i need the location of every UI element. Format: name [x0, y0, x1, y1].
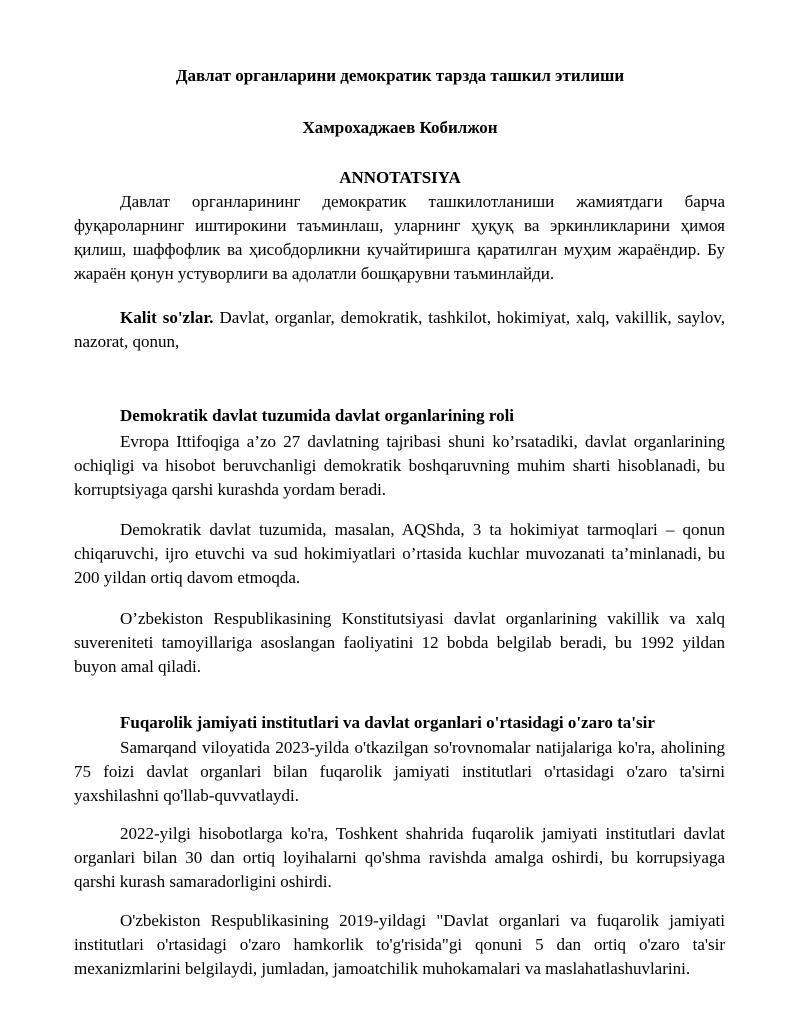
- section-heading-1: Demokratik davlat tuzumida davlat organlarining roli: [120, 406, 515, 425]
- section1-paragraph-2: Demokratik davlat tuzumida, masalan, AQShda, 3 ta hokimiyat tarmoqlari – qonun chiqaruvchi, ijro etuvchi va sud hokimiyatlari o’rtasida kuchlar muvozanati ta’minlanadi, bu 200 yildan ortiq davom etmoqda.: [74, 520, 725, 587]
- section1-paragraph-1: Evropa Ittifoqiga a’zo 27 davlatning tajribasi shuni ko’rsatadiki, davlat organlarining ochiqligi va hisobot beruvchanligi demokratik boshqaruvning muhim sharti hisoblanadi, bu korruptsiyaga qarshi kurashda yordam beradi.: [74, 432, 725, 499]
- keywords-text: Davlat, organlar, demokratik, tashkilot, hokimiyat, xalq, vakillik, saylov, nazorat, qonun,: [74, 308, 725, 351]
- annotation-heading: ANNOTATSIYA: [339, 168, 461, 187]
- section2-paragraph-1: Samarqand viloyatida 2023-yilda o'tkazilgan so'rovnomalar natijalariga ko'ra, aholining 75 foizi davlat organlari bilan fuqarolik jamiyati institutlari o'rtasidagi o'zaro ta'sirni yaxshilashni qo'llab-quvvatlaydi.: [74, 738, 725, 805]
- keywords-paragraph: [74, 306, 725, 354]
- section2-paragraph-3: O'zbekiston Respublikasining 2019-yildagi "Davlat organlari va fuqarolik jamiyati institutlari o'rtasidagi o'zaro hamkorlik to'g'risida"gi qonuni 5 dan ortiq o'zaro ta'sir mexanizmlarini belgilaydi, jumladan, jamoatchilik muhokamalari va maslahatlashuvlarini.: [74, 911, 725, 978]
- section-heading-2: Fuqarolik jamiyati institutlari va davlat organlari o'rtasidagi o'zaro ta'sir: [120, 713, 655, 732]
- author-name: Хамрохаджаев Кобилжон: [302, 118, 498, 137]
- section2-paragraph-2: 2022-yilgi hisobotlarga ko'ra, Toshkent shahrida fuqarolik jamiyati institutlari davlat organlari bilan 30 dan ortiq loyihalarni qo'shma ravishda amalga oshirdi, bu korrupsiyaga qarshi kurash samaradorligini oshirdi.: [74, 824, 725, 891]
- document-title: Давлат органларини демократик тарзда ташкил этилиши: [175, 66, 625, 85]
- annotation-text: Давлат органларининг демократик ташкилотланиши жамиятдаги барча фуқароларнинг иштирокини таъминлаш, уларнинг ҳуқуқ ва эркинликларини ҳимоя қилиш, шаффофлик ва ҳисобдорликни кучайтиришга қаратилган муҳим жараёндир. Бу жараён қонун устуворлиги ва адолатли бошқарувни таъминлайди.: [74, 192, 725, 283]
- keywords-label: Kalit so'zlar.: [120, 308, 214, 327]
- section1-paragraph-3: O’zbekiston Respublikasining Konstitutsiyasi davlat organlarining vakillik va xalq suvereniteti tamoyillariga asoslangan faoliyatini 12 bobda belgilab beradi, bu 1992 yildan buyon amal qiladi.: [74, 609, 725, 676]
